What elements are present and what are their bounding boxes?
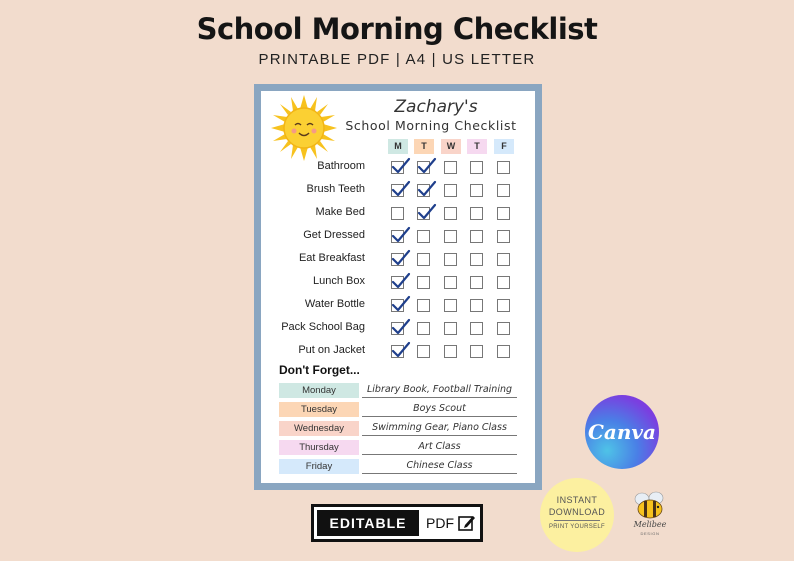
checkbox[interactable] bbox=[444, 230, 457, 243]
forget-day-label: Friday bbox=[279, 459, 359, 474]
task-label: Water Bottle bbox=[304, 298, 365, 310]
checkbox-checked[interactable] bbox=[391, 276, 404, 289]
task-label: Put on Jacket bbox=[298, 344, 365, 356]
forget-day-label: Tuesday bbox=[279, 402, 359, 417]
checkbox[interactable] bbox=[470, 322, 483, 335]
checkbox[interactable] bbox=[444, 322, 457, 335]
dont-forget-heading: Don't Forget... bbox=[279, 363, 360, 377]
pdf-label: PDF bbox=[426, 515, 454, 531]
checkbox[interactable] bbox=[470, 230, 483, 243]
checklist-sheet-frame bbox=[254, 84, 542, 490]
day-header: T bbox=[414, 139, 434, 154]
canva-badge: Canva bbox=[585, 395, 659, 469]
checkmark-icon bbox=[417, 157, 437, 175]
task-label: Brush Teeth bbox=[306, 183, 365, 195]
task-label: Eat Breakfast bbox=[298, 252, 365, 264]
checkbox[interactable] bbox=[470, 276, 483, 289]
checkbox[interactable] bbox=[444, 253, 457, 266]
forget-day-label: Wednesday bbox=[279, 421, 359, 436]
checkmark-icon bbox=[391, 318, 411, 336]
forget-day-label: Thursday bbox=[279, 440, 359, 455]
download-line-2: DOWNLOAD bbox=[548, 507, 606, 517]
checkbox-checked[interactable] bbox=[417, 207, 430, 220]
checkbox-checked[interactable] bbox=[391, 345, 404, 358]
bee-icon bbox=[628, 490, 672, 520]
checkmark-icon bbox=[391, 341, 411, 359]
instant-download-badge bbox=[540, 478, 614, 552]
day-header: T bbox=[467, 139, 487, 154]
day-header: M bbox=[388, 139, 408, 154]
forget-note: Swimming Gear, Piano Class bbox=[362, 420, 517, 436]
checkbox[interactable] bbox=[497, 345, 510, 358]
checkbox[interactable] bbox=[497, 299, 510, 312]
checkmark-icon bbox=[391, 226, 411, 244]
editable-label: EDITABLE bbox=[317, 510, 419, 536]
download-line-1: INSTANT bbox=[556, 495, 598, 505]
task-label: Pack School Bag bbox=[281, 321, 365, 333]
checkbox-checked[interactable] bbox=[391, 230, 404, 243]
task-label: Get Dressed bbox=[303, 229, 365, 241]
checkbox-checked[interactable] bbox=[391, 184, 404, 197]
checkbox[interactable] bbox=[444, 207, 457, 220]
checkbox[interactable] bbox=[470, 207, 483, 220]
checkbox[interactable] bbox=[497, 253, 510, 266]
day-header: F bbox=[494, 139, 514, 154]
checkbox[interactable] bbox=[444, 161, 457, 174]
task-label: Lunch Box bbox=[313, 275, 365, 287]
checkbox[interactable] bbox=[497, 184, 510, 197]
checkmark-icon bbox=[417, 203, 437, 221]
brand-logo bbox=[628, 490, 672, 546]
checkmark-icon bbox=[391, 295, 411, 313]
checkbox[interactable] bbox=[497, 322, 510, 335]
checkmark-icon bbox=[391, 157, 411, 175]
main-title: School Morning Checklist bbox=[196, 12, 598, 46]
checkbox[interactable] bbox=[470, 161, 483, 174]
download-line-3: PRINT YOURSELF bbox=[549, 524, 605, 530]
day-header: W bbox=[441, 139, 461, 154]
checkbox[interactable] bbox=[497, 207, 510, 220]
checkbox[interactable] bbox=[444, 345, 457, 358]
checkbox[interactable] bbox=[417, 299, 430, 312]
checkbox-checked[interactable] bbox=[391, 322, 404, 335]
checkmark-icon bbox=[417, 180, 437, 198]
checkbox[interactable] bbox=[444, 299, 457, 312]
task-label: Make Bed bbox=[315, 206, 365, 218]
forget-note: Boys Scout bbox=[362, 401, 517, 417]
checkbox[interactable] bbox=[417, 322, 430, 335]
checkbox[interactable] bbox=[470, 253, 483, 266]
editable-pdf-badge bbox=[311, 504, 483, 542]
checkbox[interactable] bbox=[417, 345, 430, 358]
task-label: Bathroom bbox=[317, 160, 365, 172]
checkbox[interactable] bbox=[497, 276, 510, 289]
brand-name: Melibee bbox=[633, 520, 667, 529]
child-name: Zachary's bbox=[394, 97, 478, 117]
checkbox[interactable] bbox=[497, 230, 510, 243]
checkmark-icon bbox=[391, 180, 411, 198]
checkbox[interactable] bbox=[497, 161, 510, 174]
brand-subtitle: DESIGN bbox=[640, 531, 660, 536]
divider bbox=[554, 520, 600, 521]
checkbox[interactable] bbox=[470, 345, 483, 358]
subtitle: PRINTABLE PDF | A4 | US LETTER bbox=[258, 51, 536, 68]
forget-day-label: Monday bbox=[279, 383, 359, 398]
checkbox[interactable] bbox=[470, 299, 483, 312]
forget-note: Library Book, Football Training bbox=[362, 382, 517, 398]
checkbox[interactable] bbox=[444, 184, 457, 197]
checkbox-checked[interactable] bbox=[417, 184, 430, 197]
checkmark-icon bbox=[391, 249, 411, 267]
checkbox-checked[interactable] bbox=[391, 253, 404, 266]
checkbox[interactable] bbox=[470, 184, 483, 197]
checklist-title: School Morning Checklist bbox=[345, 118, 517, 133]
edit-icon bbox=[458, 514, 476, 532]
checklist-sheet bbox=[261, 91, 535, 483]
checkbox[interactable] bbox=[417, 230, 430, 243]
checkbox[interactable] bbox=[391, 207, 404, 220]
forget-note: Chinese Class bbox=[362, 458, 517, 474]
forget-note: Art Class bbox=[362, 439, 517, 455]
checkmark-icon bbox=[391, 272, 411, 290]
checkbox[interactable] bbox=[417, 253, 430, 266]
checkbox-checked[interactable] bbox=[417, 161, 430, 174]
checkbox[interactable] bbox=[417, 276, 430, 289]
checkbox-checked[interactable] bbox=[391, 161, 404, 174]
checkbox-checked[interactable] bbox=[391, 299, 404, 312]
checkbox[interactable] bbox=[444, 276, 457, 289]
